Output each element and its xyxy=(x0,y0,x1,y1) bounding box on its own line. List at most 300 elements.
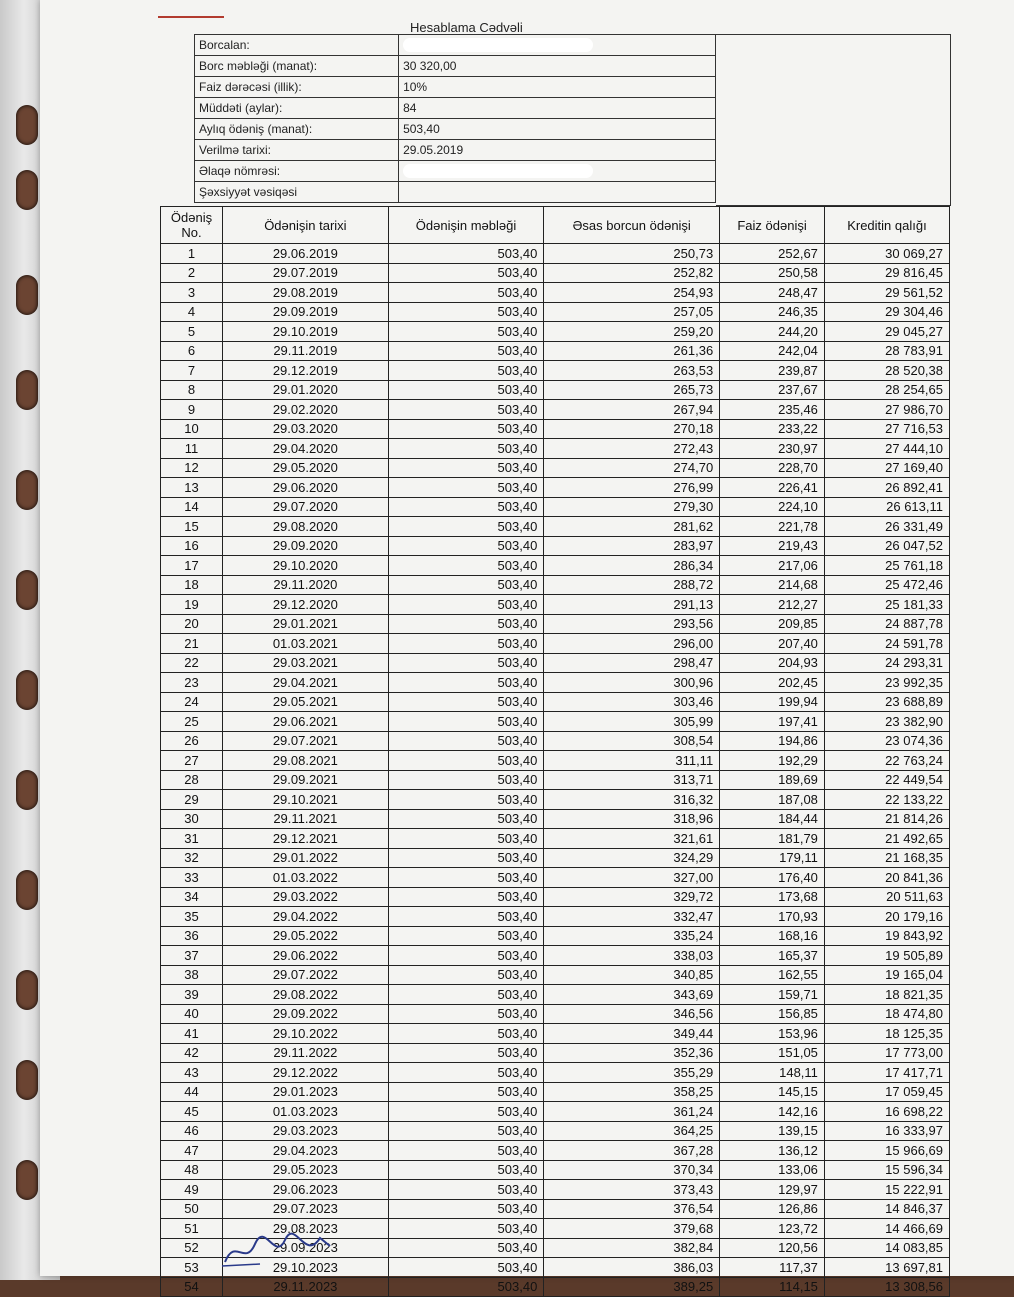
table-row xyxy=(161,263,950,283)
interest-payment: 168,16 xyxy=(720,926,825,946)
payment-no: 23 xyxy=(161,673,223,693)
interest-payment: 156,85 xyxy=(720,1004,825,1024)
interest-payment: 237,67 xyxy=(720,380,825,400)
payment-date: 29.08.2019 xyxy=(223,283,389,303)
payment-date: 29.10.2019 xyxy=(223,322,389,342)
payment-date: 29.10.2023 xyxy=(223,1258,389,1278)
interest-payment: 199,94 xyxy=(720,692,825,712)
interest-payment: 209,85 xyxy=(720,614,825,634)
principal-payment: 263,53 xyxy=(544,361,720,381)
payment-date: 29.05.2021 xyxy=(223,692,389,712)
interest-payment: 202,45 xyxy=(720,673,825,693)
payment-no: 5 xyxy=(161,322,223,342)
table-row xyxy=(161,302,950,322)
table-row xyxy=(161,244,950,264)
info-row xyxy=(195,56,716,77)
principal-payment: 311,11 xyxy=(544,751,720,771)
payment-no: 21 xyxy=(161,634,223,654)
payment-no: 30 xyxy=(161,809,223,829)
payment-no: 3 xyxy=(161,283,223,303)
table-row xyxy=(161,1082,950,1102)
payment-date: 29.07.2022 xyxy=(223,965,389,985)
credit-balance: 14 083,85 xyxy=(824,1238,949,1258)
info-label: Verilmə tarixi: xyxy=(195,140,399,161)
credit-balance: 26 613,11 xyxy=(824,497,949,517)
principal-payment: 267,94 xyxy=(544,400,720,420)
payment-no: 35 xyxy=(161,907,223,927)
payment-amount: 503,40 xyxy=(388,1180,544,1200)
payment-no: 39 xyxy=(161,985,223,1005)
table-row xyxy=(161,887,950,907)
payment-date: 29.03.2023 xyxy=(223,1121,389,1141)
info-value: 29.05.2019 xyxy=(399,140,716,161)
info-row xyxy=(195,161,716,182)
punch-hole xyxy=(16,370,38,410)
credit-balance: 13 697,81 xyxy=(824,1258,949,1278)
interest-payment: 148,11 xyxy=(720,1063,825,1083)
payment-no: 6 xyxy=(161,341,223,361)
payment-amount: 503,40 xyxy=(388,380,544,400)
payment-date: 29.07.2023 xyxy=(223,1199,389,1219)
principal-payment: 335,24 xyxy=(544,926,720,946)
principal-payment: 316,32 xyxy=(544,790,720,810)
interest-payment: 187,08 xyxy=(720,790,825,810)
payment-no: 4 xyxy=(161,302,223,322)
credit-balance: 23 992,35 xyxy=(824,673,949,693)
credit-balance: 20 511,63 xyxy=(824,887,949,907)
payment-date: 29.08.2021 xyxy=(223,751,389,771)
payment-schedule-table xyxy=(160,206,950,1297)
info-row xyxy=(195,35,716,56)
table-row xyxy=(161,283,950,303)
info-row xyxy=(195,77,716,98)
handwritten-signature xyxy=(220,1232,340,1268)
credit-balance: 27 986,70 xyxy=(824,400,949,420)
payment-date: 29.08.2022 xyxy=(223,985,389,1005)
header-payment-no: Ödəniş No. xyxy=(161,207,223,244)
payment-date: 29.12.2020 xyxy=(223,595,389,615)
interest-payment: 217,06 xyxy=(720,556,825,576)
table-row xyxy=(161,985,950,1005)
payment-date: 29.05.2022 xyxy=(223,926,389,946)
payment-no: 53 xyxy=(161,1258,223,1278)
interest-payment: 224,10 xyxy=(720,497,825,517)
interest-payment: 165,37 xyxy=(720,946,825,966)
payment-date: 29.10.2020 xyxy=(223,556,389,576)
table-row xyxy=(161,400,950,420)
payment-date: 29.11.2023 xyxy=(223,1277,389,1297)
credit-balance: 16 333,97 xyxy=(824,1121,949,1141)
principal-payment: 286,34 xyxy=(544,556,720,576)
principal-payment: 279,30 xyxy=(544,497,720,517)
payment-amount: 503,40 xyxy=(388,946,544,966)
interest-payment: 239,87 xyxy=(720,361,825,381)
payment-no: 50 xyxy=(161,1199,223,1219)
table-row xyxy=(161,751,950,771)
credit-balance: 29 561,52 xyxy=(824,283,949,303)
table-row xyxy=(161,341,950,361)
principal-payment: 261,36 xyxy=(544,341,720,361)
redacted-field xyxy=(403,164,593,178)
credit-balance: 22 763,24 xyxy=(824,751,949,771)
payment-no: 28 xyxy=(161,770,223,790)
credit-balance: 27 169,40 xyxy=(824,458,949,478)
table-row xyxy=(161,731,950,751)
table-row xyxy=(161,926,950,946)
interest-payment: 219,43 xyxy=(720,536,825,556)
info-row xyxy=(195,98,716,119)
payment-no: 54 xyxy=(161,1277,223,1297)
payment-no: 32 xyxy=(161,848,223,868)
principal-payment: 254,93 xyxy=(544,283,720,303)
table-row xyxy=(161,829,950,849)
credit-balance: 28 783,91 xyxy=(824,341,949,361)
payment-date: 29.11.2019 xyxy=(223,341,389,361)
punch-hole xyxy=(16,1060,38,1100)
info-value: 84 xyxy=(399,98,716,119)
principal-payment: 382,84 xyxy=(544,1238,720,1258)
punch-hole xyxy=(16,670,38,710)
payment-no: 22 xyxy=(161,653,223,673)
interest-payment: 153,96 xyxy=(720,1024,825,1044)
principal-payment: 265,73 xyxy=(544,380,720,400)
principal-payment: 288,72 xyxy=(544,575,720,595)
payment-amount: 503,40 xyxy=(388,341,544,361)
credit-balance: 27 716,53 xyxy=(824,419,949,439)
credit-balance: 25 181,33 xyxy=(824,595,949,615)
table-row xyxy=(161,614,950,634)
payment-date: 29.06.2023 xyxy=(223,1180,389,1200)
table-row xyxy=(161,1063,950,1083)
payment-amount: 503,40 xyxy=(388,1121,544,1141)
payment-amount: 503,40 xyxy=(388,419,544,439)
table-row xyxy=(161,361,950,381)
payment-no: 20 xyxy=(161,614,223,634)
payment-no: 52 xyxy=(161,1238,223,1258)
principal-payment: 332,47 xyxy=(544,907,720,927)
payment-amount: 503,40 xyxy=(388,887,544,907)
payment-amount: 503,40 xyxy=(388,965,544,985)
info-label: Müddəti (aylar): xyxy=(195,98,399,119)
interest-payment: 176,40 xyxy=(720,868,825,888)
payment-no: 27 xyxy=(161,751,223,771)
payment-date: 29.04.2022 xyxy=(223,907,389,927)
interest-payment: 250,58 xyxy=(720,263,825,283)
punch-hole xyxy=(16,170,38,210)
header-payment-amount: Ödənişin məbləği xyxy=(388,207,544,244)
payment-amount: 503,40 xyxy=(388,731,544,751)
principal-payment: 373,43 xyxy=(544,1180,720,1200)
table-row xyxy=(161,653,950,673)
payment-date: 29.06.2019 xyxy=(223,244,389,264)
info-value xyxy=(399,161,716,182)
credit-balance: 28 520,38 xyxy=(824,361,949,381)
payment-no: 34 xyxy=(161,887,223,907)
payment-amount: 503,40 xyxy=(388,770,544,790)
payment-date: 29.09.2021 xyxy=(223,770,389,790)
interest-payment: 230,97 xyxy=(720,439,825,459)
payment-date: 29.04.2023 xyxy=(223,1141,389,1161)
table-row xyxy=(161,458,950,478)
info-label: Borc məbləği (manat): xyxy=(195,56,399,77)
payment-no: 46 xyxy=(161,1121,223,1141)
principal-payment: 250,73 xyxy=(544,244,720,264)
payment-no: 24 xyxy=(161,692,223,712)
payment-date: 29.09.2019 xyxy=(223,302,389,322)
payment-amount: 503,40 xyxy=(388,1219,544,1239)
principal-payment: 338,03 xyxy=(544,946,720,966)
table-row xyxy=(161,1141,950,1161)
payment-no: 29 xyxy=(161,790,223,810)
payment-amount: 503,40 xyxy=(388,536,544,556)
payment-amount: 503,40 xyxy=(388,985,544,1005)
payment-date: 29.11.2020 xyxy=(223,575,389,595)
info-row xyxy=(195,182,716,203)
payment-no: 26 xyxy=(161,731,223,751)
payment-no: 33 xyxy=(161,868,223,888)
payment-date: 29.01.2023 xyxy=(223,1082,389,1102)
principal-payment: 296,00 xyxy=(544,634,720,654)
payment-amount: 503,40 xyxy=(388,497,544,517)
payment-no: 48 xyxy=(161,1160,223,1180)
credit-balance: 21 492,65 xyxy=(824,829,949,849)
payment-amount: 503,40 xyxy=(388,1102,544,1122)
credit-balance: 25 761,18 xyxy=(824,556,949,576)
info-label: Faiz dərəcəsi (illik): xyxy=(195,77,399,98)
payment-no: 25 xyxy=(161,712,223,732)
header-principal-payment: Əsas borcun ödənişi xyxy=(544,207,720,244)
payment-amount: 503,40 xyxy=(388,556,544,576)
credit-balance: 18 474,80 xyxy=(824,1004,949,1024)
info-value: 10% xyxy=(399,77,716,98)
payment-date: 29.07.2021 xyxy=(223,731,389,751)
payment-amount: 503,40 xyxy=(388,1141,544,1161)
payment-date: 29.03.2021 xyxy=(223,653,389,673)
table-row xyxy=(161,790,950,810)
credit-balance: 20 179,16 xyxy=(824,907,949,927)
interest-payment: 184,44 xyxy=(720,809,825,829)
table-row xyxy=(161,380,950,400)
interest-payment: 192,29 xyxy=(720,751,825,771)
interest-payment: 151,05 xyxy=(720,1043,825,1063)
interest-payment: 207,40 xyxy=(720,634,825,654)
payment-amount: 503,40 xyxy=(388,1004,544,1024)
header-payment-date: Ödənişin tarixi xyxy=(223,207,389,244)
payment-date: 29.09.2023 xyxy=(223,1238,389,1258)
principal-payment: 283,97 xyxy=(544,536,720,556)
payment-amount: 503,40 xyxy=(388,458,544,478)
credit-balance: 14 846,37 xyxy=(824,1199,949,1219)
payment-no: 38 xyxy=(161,965,223,985)
credit-balance: 23 074,36 xyxy=(824,731,949,751)
principal-payment: 364,25 xyxy=(544,1121,720,1141)
table-row xyxy=(161,848,950,868)
table-row xyxy=(161,907,950,927)
document-title: Hesablama Cədvəli xyxy=(410,20,523,35)
table-row xyxy=(161,1160,950,1180)
punch-hole xyxy=(16,275,38,315)
header-interest-payment: Faiz ödənişi xyxy=(720,207,825,244)
info-value: 30 320,00 xyxy=(399,56,716,77)
payment-no: 40 xyxy=(161,1004,223,1024)
payment-amount: 503,40 xyxy=(388,926,544,946)
payment-date: 29.03.2022 xyxy=(223,887,389,907)
payment-amount: 503,40 xyxy=(388,263,544,283)
info-row xyxy=(195,119,716,140)
interest-payment: 212,27 xyxy=(720,595,825,615)
schedule-header-row xyxy=(161,207,950,244)
payment-no: 15 xyxy=(161,517,223,537)
principal-payment: 281,62 xyxy=(544,517,720,537)
punch-hole xyxy=(16,105,38,145)
credit-balance: 24 887,78 xyxy=(824,614,949,634)
credit-balance: 30 069,27 xyxy=(824,244,949,264)
interest-payment: 142,16 xyxy=(720,1102,825,1122)
table-row xyxy=(161,1180,950,1200)
table-row xyxy=(161,634,950,654)
payment-no: 14 xyxy=(161,497,223,517)
info-value xyxy=(399,182,716,203)
credit-balance: 23 688,89 xyxy=(824,692,949,712)
payment-date: 29.01.2020 xyxy=(223,380,389,400)
credit-balance: 16 698,22 xyxy=(824,1102,949,1122)
interest-payment: 139,15 xyxy=(720,1121,825,1141)
payment-date: 01.03.2022 xyxy=(223,868,389,888)
principal-payment: 343,69 xyxy=(544,985,720,1005)
principal-payment: 305,99 xyxy=(544,712,720,732)
interest-payment: 136,12 xyxy=(720,1141,825,1161)
principal-payment: 376,54 xyxy=(544,1199,720,1219)
payment-date: 29.12.2021 xyxy=(223,829,389,849)
principal-payment: 259,20 xyxy=(544,322,720,342)
principal-payment: 270,18 xyxy=(544,419,720,439)
info-value xyxy=(399,35,716,56)
punch-hole xyxy=(16,1160,38,1200)
payment-amount: 503,40 xyxy=(388,575,544,595)
table-row xyxy=(161,1004,950,1024)
interest-payment: 244,20 xyxy=(720,322,825,342)
payment-date: 29.01.2022 xyxy=(223,848,389,868)
interest-payment: 162,55 xyxy=(720,965,825,985)
credit-balance: 25 472,46 xyxy=(824,575,949,595)
payment-amount: 503,40 xyxy=(388,322,544,342)
payment-no: 8 xyxy=(161,380,223,400)
credit-balance: 14 466,69 xyxy=(824,1219,949,1239)
payment-no: 16 xyxy=(161,536,223,556)
payment-no: 37 xyxy=(161,946,223,966)
payment-no: 1 xyxy=(161,244,223,264)
principal-payment: 276,99 xyxy=(544,478,720,498)
principal-payment: 272,43 xyxy=(544,439,720,459)
credit-balance: 26 331,49 xyxy=(824,517,949,537)
principal-payment: 340,85 xyxy=(544,965,720,985)
credit-balance: 22 133,22 xyxy=(824,790,949,810)
payment-date: 29.11.2022 xyxy=(223,1043,389,1063)
payment-date: 29.04.2020 xyxy=(223,439,389,459)
payment-amount: 503,40 xyxy=(388,1160,544,1180)
credit-balance: 22 449,54 xyxy=(824,770,949,790)
payment-no: 11 xyxy=(161,439,223,459)
payment-date: 29.06.2020 xyxy=(223,478,389,498)
credit-balance: 27 444,10 xyxy=(824,439,949,459)
payment-no: 17 xyxy=(161,556,223,576)
principal-payment: 257,05 xyxy=(544,302,720,322)
payment-amount: 503,40 xyxy=(388,1043,544,1063)
principal-payment: 274,70 xyxy=(544,458,720,478)
pen-mark xyxy=(158,16,224,18)
principal-payment: 367,28 xyxy=(544,1141,720,1161)
payment-no: 10 xyxy=(161,419,223,439)
credit-balance: 21 168,35 xyxy=(824,848,949,868)
payment-amount: 503,40 xyxy=(388,1063,544,1083)
payment-date: 29.09.2022 xyxy=(223,1004,389,1024)
table-row xyxy=(161,965,950,985)
interest-payment: 133,06 xyxy=(720,1160,825,1180)
credit-balance: 19 843,92 xyxy=(824,926,949,946)
payment-no: 2 xyxy=(161,263,223,283)
principal-payment: 300,96 xyxy=(544,673,720,693)
principal-payment: 308,54 xyxy=(544,731,720,751)
payment-amount: 503,40 xyxy=(388,302,544,322)
principal-payment: 355,29 xyxy=(544,1063,720,1083)
payment-amount: 503,40 xyxy=(388,439,544,459)
payment-amount: 503,40 xyxy=(388,478,544,498)
principal-payment: 293,56 xyxy=(544,614,720,634)
payment-date: 29.03.2020 xyxy=(223,419,389,439)
payment-amount: 503,40 xyxy=(388,1238,544,1258)
credit-balance: 15 596,34 xyxy=(824,1160,949,1180)
credit-balance: 18 821,35 xyxy=(824,985,949,1005)
interest-payment: 197,41 xyxy=(720,712,825,732)
payment-date: 29.02.2020 xyxy=(223,400,389,420)
payment-amount: 503,40 xyxy=(388,751,544,771)
table-row xyxy=(161,322,950,342)
payment-no: 43 xyxy=(161,1063,223,1083)
principal-payment: 298,47 xyxy=(544,653,720,673)
credit-balance: 29 304,46 xyxy=(824,302,949,322)
payment-no: 41 xyxy=(161,1024,223,1044)
payment-amount: 503,40 xyxy=(388,673,544,693)
payment-amount: 503,40 xyxy=(388,1258,544,1278)
header-credit-balance: Kreditin qalığı xyxy=(824,207,949,244)
table-row xyxy=(161,1199,950,1219)
payment-no: 19 xyxy=(161,595,223,615)
payment-amount: 503,40 xyxy=(388,848,544,868)
principal-payment: 291,13 xyxy=(544,595,720,615)
interest-payment: 123,72 xyxy=(720,1219,825,1239)
credit-balance: 24 293,31 xyxy=(824,653,949,673)
info-row xyxy=(195,140,716,161)
punch-hole xyxy=(16,870,38,910)
credit-balance: 15 222,91 xyxy=(824,1180,949,1200)
payment-amount: 503,40 xyxy=(388,400,544,420)
info-label: Əlaqə nömrəsi: xyxy=(195,161,399,182)
interest-payment: 233,22 xyxy=(720,419,825,439)
credit-balance: 15 966,69 xyxy=(824,1141,949,1161)
payment-amount: 503,40 xyxy=(388,361,544,381)
payment-amount: 503,40 xyxy=(388,1082,544,1102)
payment-date: 01.03.2021 xyxy=(223,634,389,654)
credit-balance: 19 165,04 xyxy=(824,965,949,985)
interest-payment: 214,68 xyxy=(720,575,825,595)
interest-payment: 145,15 xyxy=(720,1082,825,1102)
payment-date: 29.12.2022 xyxy=(223,1063,389,1083)
principal-payment: 327,00 xyxy=(544,868,720,888)
credit-balance: 13 308,56 xyxy=(824,1277,949,1297)
interest-payment: 194,86 xyxy=(720,731,825,751)
principal-payment: 386,03 xyxy=(544,1258,720,1278)
payment-no: 13 xyxy=(161,478,223,498)
